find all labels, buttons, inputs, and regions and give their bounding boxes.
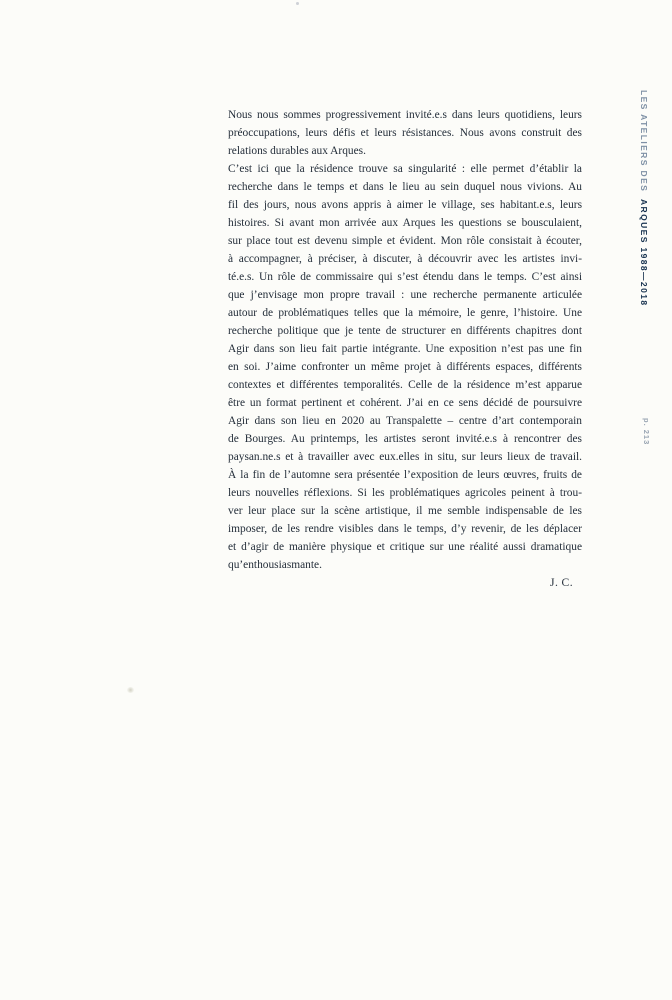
body-text [228,106,582,574]
page-number: p. 213 [642,418,651,446]
body-line: C’est ici que la résidence trouve sa singularité : elle permet d’établir la [228,163,582,175]
body-line: À la fin de l’automne sera présentée l’exposition de leurs œuvres, fruits de [228,469,582,481]
body-line: être un format pertinent et cohérent. J’ai en ce sens décidé de poursuivre [228,397,582,409]
body-line: relations durables aux Arques. [228,145,366,157]
body-line: Agir dans son lieu en 2020 au Transpalette – centre d’art contemporain [228,415,582,427]
body-line: ver leur place sur la scène artistique, il me semble indispensable de les [228,505,582,517]
body-line: sur place tout est devenu simple et évident. Mon rôle consistait à écouter, [228,235,582,247]
body-line: leurs nouvelles réflexions. Si les problématiques agricoles peinent à trou- [228,487,582,499]
body-line: recherche politique que je tente de structurer en différents chapitres dont [228,325,582,337]
sidebar-volume-label: ARQUES 1988—2018 [639,198,649,307]
body-line: paysan.ne.s et à travailler avec eux.elles in situ, sur leurs lieux de travail. [228,451,582,463]
body-line: à accompagner, à préciser, à discuter, à découvrir avec les artistes invi- [228,253,582,265]
body-line: en soi. J’aime confronter un même projet à différents espaces, différents [228,361,582,373]
body-line: qu’enthousiasmante. [228,559,322,571]
body-line: préoccupations, leurs défis et leurs résistances. Nous avons construit des [228,127,582,139]
body-line: Nous nous sommes progressivement invité.e.s dans leurs quotidiens, leurs [228,109,582,121]
body-line: Agir dans son lieu fait partie intégrante. Une exposition n’est pas une fin [228,343,582,355]
body-line: histoires. Si avant mon arrivée aux Arques les questions se bousculaient, [228,217,582,229]
paper-speck [127,687,134,693]
body-line: autour de problématiques telles que la mémoire, le genre, l’histoire. Une [228,307,582,319]
body-line: que j’envisage mon propre travail : une recherche permanente articulée [228,289,582,301]
body-line: contextes et différentes temporalités. Celle de la résidence m’est apparue [228,379,582,391]
sidebar-title [639,90,649,650]
body-line: recherche dans le temps et dans le lieu au sein duquel nous vivions. Au [228,181,582,193]
paper-speck-top [296,2,299,5]
sidebar-series-label: LES ATELIERS DES [639,90,649,193]
body-line: et d’agir de manière physique et critique sur une réalité aussi dramatique [228,541,582,553]
body-line: fil des jours, nous avons appris à aimer le village, ses habitant.e.s, leurs [228,199,582,211]
body-line: de Bourges. Au printemps, les artistes seront invité.e.s à rencontrer des [228,433,582,445]
signature: J. C. [550,576,573,589]
body-line: imposer, de les rendre visibles dans le temps, d’y revenir, de les déplacer [228,523,582,535]
body-line: té.e.s. Un rôle de commissaire qui s’est étendu dans le temps. C’est ainsi [228,271,582,283]
